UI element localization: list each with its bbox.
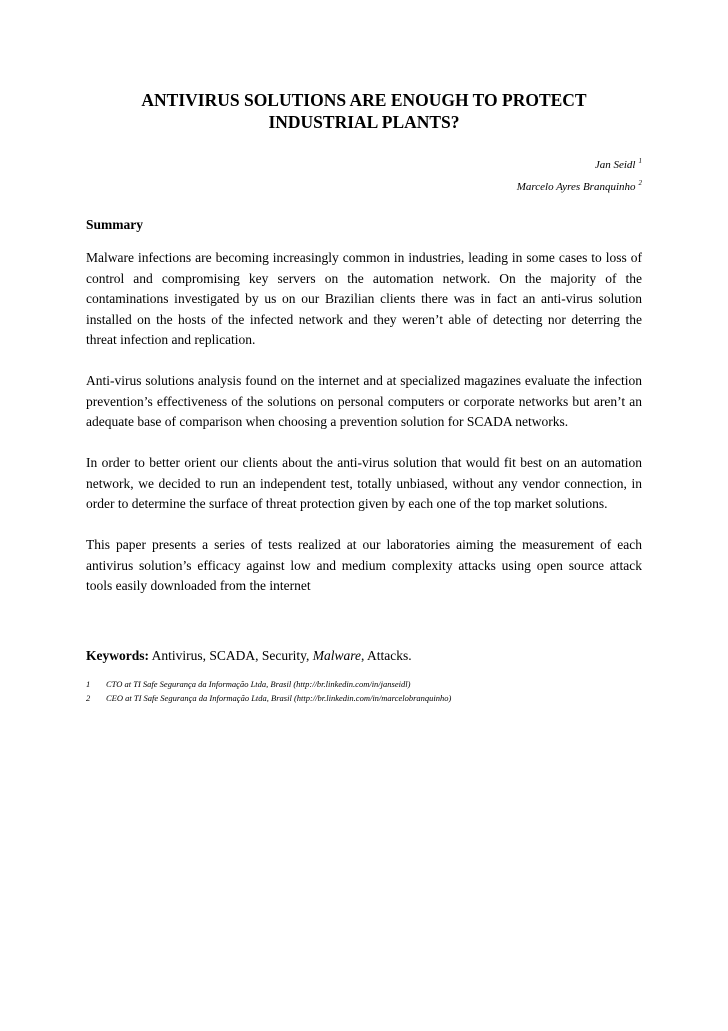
author-name: Jan Seidl (594, 159, 636, 171)
footnote-number: 1 (86, 679, 91, 689)
footnotes (86, 678, 451, 705)
author-line (517, 174, 642, 196)
summary-body (86, 248, 642, 617)
author-footnote-mark: 1 (638, 157, 642, 165)
paper-title: ANTIVIRUS SOLUTIONS ARE ENOUGH TO PROTECT INDUSTRIAL PLANTS? (141, 90, 587, 132)
keywords-text: Antivirus, SCADA, Security, (149, 648, 313, 663)
summary-paragraph: Anti-virus solutions analysis found on the internet and at specialized magazines evaluate the infection prevention’s effectiveness of the solutions on personal computers or corporate networks but aren’t an adequate base of comparison when choosing a prevention solution for SCADA networks. (86, 373, 642, 429)
summary-heading: Summary (86, 217, 143, 232)
footnote-text: CEO at TI Safe Segurança da Informação Ltda, Brasil (http://br.linkedin.com/in/marcelobranquinho) (106, 692, 452, 703)
summary-paragraph: In order to better orient our clients about the anti-virus solution that would fit best on an automation network, we decided to run an independent test, totally unbiased, without any vendor connection, in order to determine the surface of threat protection given by each one of the top market solutions. (86, 455, 642, 511)
author-line (517, 152, 642, 174)
author-footnote-mark: 2 (638, 179, 642, 187)
summary-paragraph: This paper presents a series of tests realized at our laboratories aiming the measurement of each antivirus solution’s efficacy against low and medium complexity attacks using open source attack tools easily downloaded from the internet (86, 537, 642, 593)
summary-paragraph: Malware infections are becoming increasingly common in industries, leading in some cases to loss of control and compromising key servers on the automation network. On the majority of the contaminations investigated by us on our Brazilian clients there was in fact an anti-virus solution installed on the hosts of the infected network and they weren’t able of detecting nor deterring the threat infection and replication. (86, 250, 642, 347)
footnote (86, 692, 451, 706)
keywords-italic-term: Malware (312, 648, 362, 663)
keywords-text-end: , Attacks. (361, 648, 412, 663)
footnote-number: 2 (86, 692, 91, 703)
author-name: Marcelo Ayres Branquinho (516, 181, 636, 193)
footnote-text: CTO at TI Safe Segurança da Informação Ltda, Brasil (http://br.linkedin.com/in/janseidl) (106, 679, 411, 689)
keywords-line (86, 648, 412, 664)
keywords-label: Keywords: (86, 648, 149, 663)
footnote (86, 678, 451, 692)
author-block (517, 152, 642, 196)
